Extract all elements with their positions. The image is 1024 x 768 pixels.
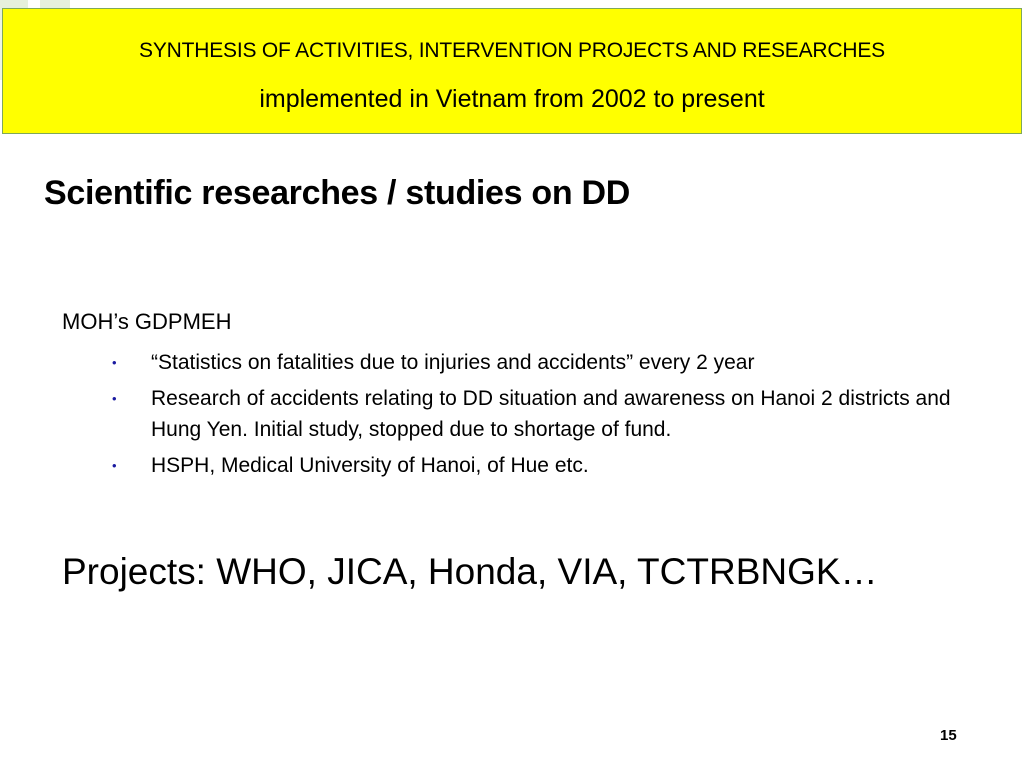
organization-label: MOH’s GDPMEH — [62, 309, 232, 334]
title-banner — [2, 8, 1022, 134]
bullet-icon: • — [112, 458, 117, 473]
bullet-list — [108, 347, 998, 486]
bullet-text: HSPH, Medical University of Hanoi, of Hue etc. — [151, 454, 589, 477]
bullet-icon: • — [112, 355, 117, 370]
bullet-item — [108, 383, 998, 445]
section-heading: Scientific researches / studies on DD — [44, 174, 631, 212]
projects-line: Projects: WHO, JICA, Honda, VIA, TCTRBNGK… — [62, 551, 878, 592]
page-number: 15 — [940, 727, 957, 744]
bullet-item — [108, 347, 998, 378]
bullet-text: Research of accidents relating to DD situation and awareness on Hanoi 2 districts and Hung Yen. Initial study, stopped due to shortage of fund. — [151, 387, 951, 441]
bullet-text: “Statistics on fatalities due to injuries and accidents” every 2 year — [151, 351, 755, 374]
title-line-2: implemented in Vietnam from 2002 to present — [259, 85, 765, 113]
bullet-icon: • — [112, 391, 117, 406]
bullet-item — [108, 450, 998, 481]
title-line-1: SYNTHESIS OF ACTIVITIES, INTERVENTION PROJECTS AND RESEARCHES — [139, 39, 885, 62]
